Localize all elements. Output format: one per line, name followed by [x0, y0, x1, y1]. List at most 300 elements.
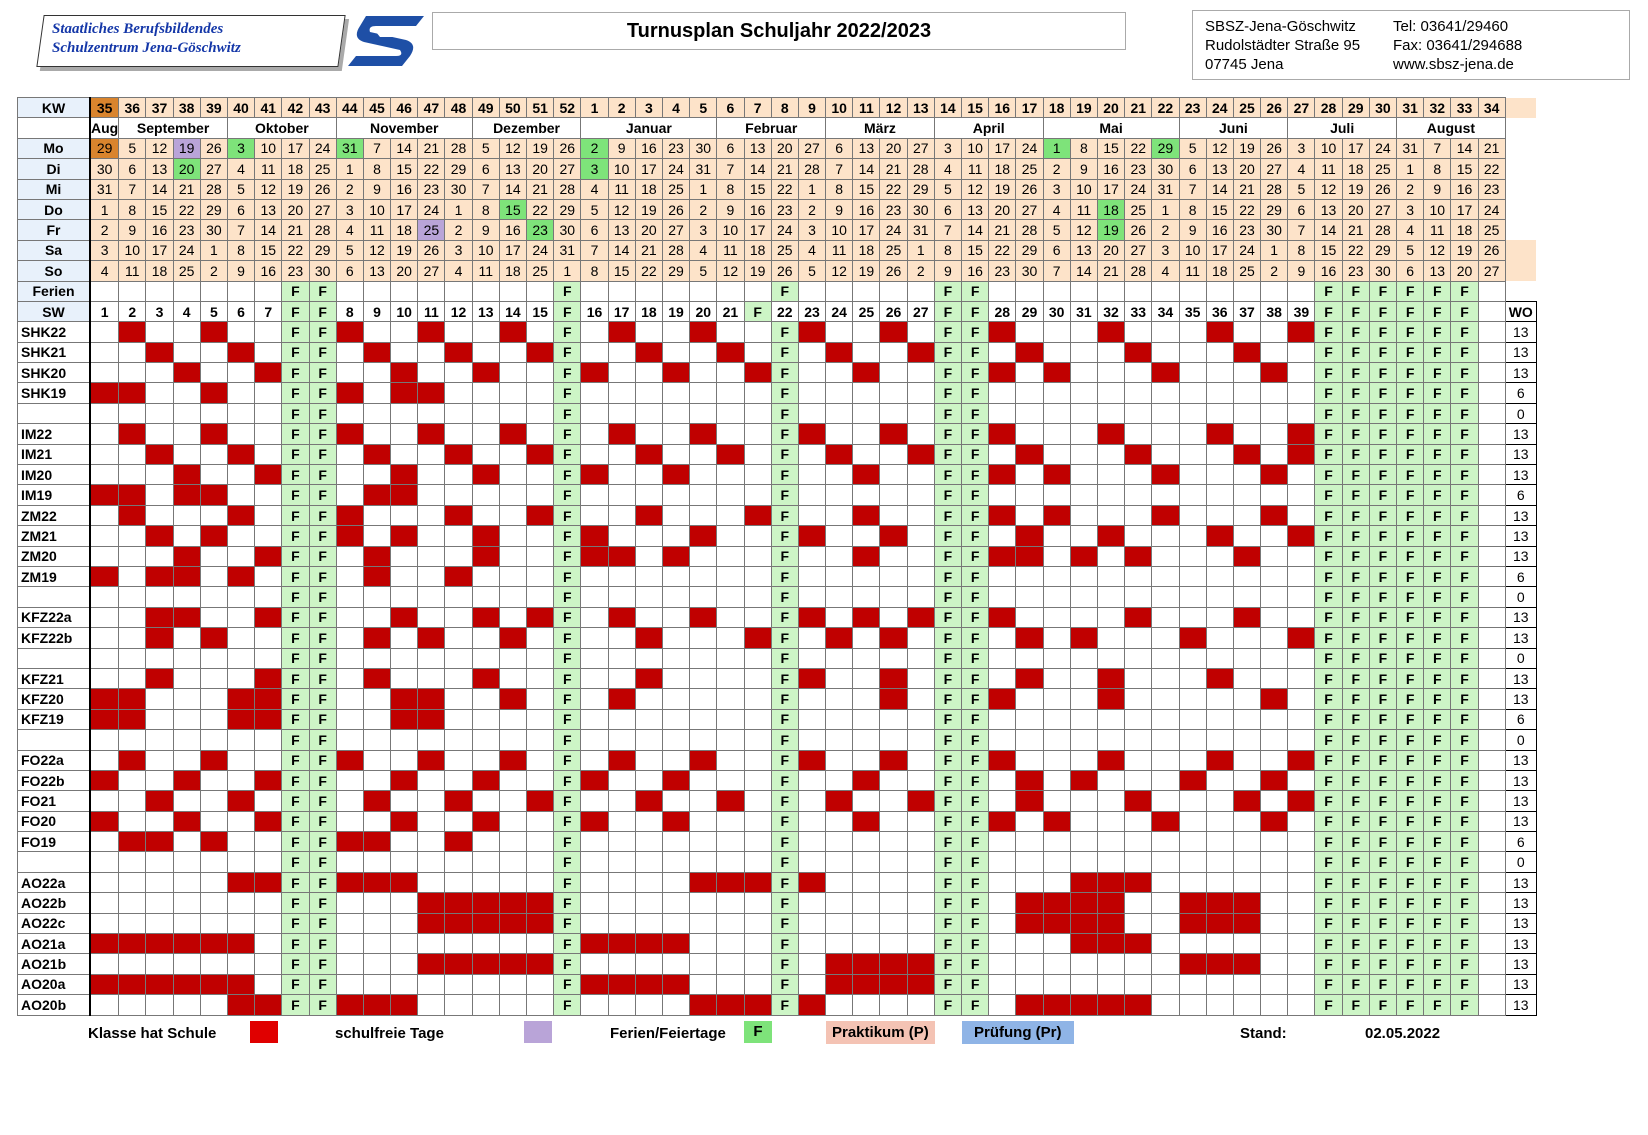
holiday-cell: F: [1315, 342, 1342, 362]
empty-cell: [798, 709, 825, 729]
day-cell: 1: [90, 199, 119, 219]
day-cell: 8: [1424, 159, 1451, 179]
school-day-cell: [853, 505, 880, 525]
empty-cell: [1125, 628, 1152, 648]
kw-cell: 45: [363, 98, 390, 118]
day-cell: 2: [798, 199, 825, 219]
empty-cell: [1070, 342, 1097, 362]
school-day-cell: [1016, 770, 1043, 790]
empty-cell: [635, 709, 662, 729]
empty-cell: [1206, 505, 1233, 525]
day-spacer: [1505, 179, 1536, 199]
school-day-cell: [1206, 893, 1233, 913]
empty-cell: [363, 383, 390, 403]
day-cell: 20: [1342, 199, 1369, 219]
empty-cell: [798, 893, 825, 913]
school-day-cell: [227, 709, 254, 729]
empty-cell: [1478, 546, 1505, 566]
wo-count: 13: [1505, 689, 1536, 709]
school-day-cell: [1097, 322, 1124, 342]
holiday-cell: F: [934, 444, 961, 464]
day-cell: 14: [608, 240, 635, 260]
empty-cell: [1233, 403, 1260, 423]
day-cell: 4: [90, 261, 119, 281]
holiday-cell: F: [1369, 342, 1396, 362]
holiday-cell: F: [282, 852, 309, 872]
empty-cell: [391, 648, 418, 668]
school-day-cell: [581, 974, 608, 994]
kw-cell: 15: [962, 98, 989, 118]
school-day-cell: [1070, 995, 1097, 1015]
empty-cell: [1261, 668, 1288, 688]
empty-cell: [662, 913, 689, 933]
empty-cell: [1288, 934, 1315, 954]
empty-cell: [1478, 913, 1505, 933]
empty-cell: [1097, 587, 1124, 607]
empty-cell: [200, 465, 227, 485]
holiday-cell: F: [1397, 383, 1424, 403]
empty-cell: [581, 403, 608, 423]
day-cell: 22: [880, 179, 907, 199]
holiday-cell: F: [282, 648, 309, 668]
empty-cell: [662, 832, 689, 852]
empty-cell: [798, 383, 825, 403]
empty-cell: [146, 709, 173, 729]
ferien-cell: [1206, 281, 1233, 301]
school-day-cell: [499, 424, 526, 444]
school-day-cell: [717, 872, 744, 892]
empty-cell: [1016, 322, 1043, 342]
holiday-cell: F: [1424, 444, 1451, 464]
empty-cell: [608, 526, 635, 546]
day-cell: 2: [1397, 179, 1424, 199]
holiday-cell: F: [309, 954, 336, 974]
day-cell: 25: [418, 220, 445, 240]
holiday-cell: F: [934, 566, 961, 586]
school-day-cell: [200, 934, 227, 954]
class-label: [18, 730, 91, 750]
holiday-cell: F: [934, 750, 961, 770]
empty-cell: [119, 587, 146, 607]
school-day-cell: [391, 465, 418, 485]
holiday-cell: F: [1424, 383, 1451, 403]
holiday-cell: F: [934, 872, 961, 892]
school-day-cell: [472, 893, 499, 913]
empty-cell: [472, 689, 499, 709]
school-day-cell: [880, 974, 907, 994]
empty-cell: [472, 485, 499, 505]
empty-cell: [880, 832, 907, 852]
holiday-cell: F: [1397, 587, 1424, 607]
kw-cell: 47: [418, 98, 445, 118]
empty-cell: [1125, 668, 1152, 688]
empty-cell: [1070, 730, 1097, 750]
empty-cell: [989, 403, 1016, 423]
school-day-cell: [472, 954, 499, 974]
empty-cell: [119, 791, 146, 811]
holiday-cell: F: [1315, 424, 1342, 444]
empty-cell: [798, 403, 825, 423]
school-day-cell: [173, 607, 200, 627]
day-cell: 8: [826, 179, 853, 199]
class-row: [18, 526, 1537, 546]
empty-cell: [336, 444, 363, 464]
empty-cell: [581, 832, 608, 852]
empty-cell: [880, 342, 907, 362]
empty-cell: [717, 730, 744, 750]
wo-count: 0: [1505, 587, 1536, 607]
school-day-cell: [635, 444, 662, 464]
holiday-cell: F: [1424, 505, 1451, 525]
holiday-cell: F: [1342, 403, 1369, 423]
empty-cell: [1125, 954, 1152, 974]
empty-cell: [1179, 424, 1206, 444]
empty-cell: [1478, 587, 1505, 607]
holiday-cell: F: [934, 730, 961, 750]
empty-cell: [1070, 689, 1097, 709]
holiday-cell: F: [1424, 403, 1451, 423]
holiday-cell: F: [1397, 689, 1424, 709]
day-cell: 20: [1451, 261, 1478, 281]
empty-cell: [907, 383, 934, 403]
sw-cell: 38: [1261, 301, 1288, 321]
school-day-cell: [1043, 995, 1070, 1015]
school-day-cell: [1261, 465, 1288, 485]
sw-cell: F: [744, 301, 771, 321]
empty-cell: [744, 893, 771, 913]
month-cell: März: [826, 118, 935, 138]
holiday-cell: F: [1342, 587, 1369, 607]
empty-cell: [717, 505, 744, 525]
month-cell: Dezember: [472, 118, 581, 138]
holiday-cell: F: [309, 485, 336, 505]
school-day-cell: [1016, 526, 1043, 546]
empty-cell: [907, 811, 934, 831]
day-cell: 20: [771, 138, 798, 158]
school-day-cell: [880, 750, 907, 770]
day-cell: 2: [200, 261, 227, 281]
school-day-cell: [1043, 465, 1070, 485]
empty-cell: [608, 383, 635, 403]
empty-cell: [1478, 485, 1505, 505]
empty-cell: [499, 505, 526, 525]
empty-cell: [1179, 668, 1206, 688]
class-label: [18, 648, 91, 668]
empty-cell: [798, 485, 825, 505]
day-cell: 24: [1125, 179, 1152, 199]
school-day-cell: [227, 505, 254, 525]
school-day-cell: [227, 934, 254, 954]
kw-cell: 43: [309, 98, 336, 118]
ferien-label: Ferien: [18, 281, 91, 301]
empty-cell: [635, 730, 662, 750]
empty-cell: [907, 913, 934, 933]
holiday-cell: F: [1397, 811, 1424, 831]
holiday-cell: F: [962, 342, 989, 362]
day-cell: 3: [1152, 240, 1179, 260]
empty-cell: [391, 954, 418, 974]
empty-cell: [880, 730, 907, 750]
ferien-cell: [690, 281, 717, 301]
empty-cell: [798, 505, 825, 525]
school-day-cell: [581, 465, 608, 485]
empty-cell: [717, 954, 744, 974]
school-day-cell: [989, 607, 1016, 627]
day-cell: 25: [1233, 261, 1260, 281]
sw-cell: 20: [690, 301, 717, 321]
holiday-cell: F: [1342, 791, 1369, 811]
empty-cell: [90, 730, 119, 750]
sw-cell: 24: [826, 301, 853, 321]
day-cell: 10: [1179, 240, 1206, 260]
school-day-cell: [391, 770, 418, 790]
holiday-cell: F: [1397, 995, 1424, 1015]
school-day-cell: [1206, 668, 1233, 688]
holiday-cell: F: [309, 403, 336, 423]
class-row: [18, 852, 1537, 872]
holiday-cell: F: [1342, 668, 1369, 688]
holiday-cell: F: [309, 913, 336, 933]
sw-cell: 11: [418, 301, 445, 321]
empty-cell: [1288, 648, 1315, 668]
empty-cell: [1179, 648, 1206, 668]
contact-info: [1192, 10, 1630, 80]
empty-cell: [90, 791, 119, 811]
contact-street: Rudolstädter Straße 95: [1205, 37, 1361, 54]
day-cell: 12: [826, 261, 853, 281]
day-cell: 29: [1261, 199, 1288, 219]
school-day-cell: [853, 363, 880, 383]
empty-cell: [391, 852, 418, 872]
month-cell: Juli: [1288, 118, 1397, 138]
class-row: [18, 689, 1537, 709]
legend-holiday-swatch: F: [744, 1021, 772, 1043]
day-cell: 7: [119, 179, 146, 199]
empty-cell: [662, 791, 689, 811]
school-day-cell: [717, 995, 744, 1015]
empty-cell: [907, 750, 934, 770]
day-cell: 25: [1369, 159, 1396, 179]
empty-cell: [826, 872, 853, 892]
empty-cell: [1478, 424, 1505, 444]
empty-cell: [1152, 668, 1179, 688]
empty-cell: [527, 628, 554, 648]
empty-cell: [119, 566, 146, 586]
kw-cell: 10: [826, 98, 853, 118]
school-day-cell: [472, 811, 499, 831]
empty-cell: [363, 709, 390, 729]
holiday-cell: F: [1315, 954, 1342, 974]
legend-school-label: Klasse hat Schule: [88, 1025, 217, 1042]
empty-cell: [1043, 689, 1070, 709]
empty-cell: [1233, 852, 1260, 872]
holiday-cell: F: [1369, 607, 1396, 627]
school-day-cell: [200, 526, 227, 546]
contact-web[interactable]: www.sbsz-jena.de: [1393, 56, 1514, 73]
school-day-cell: [445, 505, 472, 525]
kw-cell: 17: [1016, 98, 1043, 118]
holiday-cell: F: [1451, 893, 1478, 913]
holiday-cell: F: [282, 485, 309, 505]
holiday-cell: F: [771, 505, 798, 525]
empty-cell: [907, 730, 934, 750]
empty-cell: [989, 383, 1016, 403]
empty-cell: [1261, 444, 1288, 464]
empty-cell: [608, 832, 635, 852]
wo-label: WO: [1505, 301, 1536, 321]
holiday-cell: F: [554, 668, 581, 688]
empty-cell: [744, 709, 771, 729]
class-row: [18, 444, 1537, 464]
empty-cell: [608, 444, 635, 464]
holiday-cell: F: [1342, 424, 1369, 444]
empty-cell: [690, 832, 717, 852]
day-cell: 31: [1152, 179, 1179, 199]
ferien-cell: [418, 281, 445, 301]
holiday-cell: F: [554, 893, 581, 913]
day-cell: 23: [282, 261, 309, 281]
empty-cell: [635, 811, 662, 831]
empty-cell: [1097, 546, 1124, 566]
school-day-cell: [1016, 995, 1043, 1015]
holiday-cell: F: [1342, 546, 1369, 566]
holiday-cell: F: [1397, 465, 1424, 485]
school-day-cell: [336, 526, 363, 546]
holiday-cell: F: [771, 648, 798, 668]
empty-cell: [989, 995, 1016, 1015]
empty-cell: [1097, 974, 1124, 994]
day-cell: 23: [527, 220, 554, 240]
school-day-cell: [662, 770, 689, 790]
sw-cell: 1: [90, 301, 119, 321]
holiday-cell: F: [1315, 913, 1342, 933]
empty-cell: [1152, 424, 1179, 444]
kw-cell: 13: [907, 98, 934, 118]
holiday-cell: F: [1315, 668, 1342, 688]
ferien-cell: [227, 281, 254, 301]
empty-cell: [880, 934, 907, 954]
school-day-cell: [1206, 322, 1233, 342]
school-day-cell: [635, 342, 662, 362]
holiday-cell: F: [1369, 566, 1396, 586]
empty-cell: [472, 934, 499, 954]
empty-cell: [662, 648, 689, 668]
ferien-cell: [527, 281, 554, 301]
empty-cell: [907, 668, 934, 688]
school-day-cell: [391, 811, 418, 831]
empty-cell: [744, 526, 771, 546]
empty-cell: [472, 566, 499, 586]
empty-cell: [1261, 832, 1288, 852]
empty-cell: [119, 811, 146, 831]
empty-cell: [146, 546, 173, 566]
legend-free-label: schulfreie Tage: [335, 1025, 444, 1042]
school-day-cell: [363, 342, 390, 362]
school-day-cell: [907, 444, 934, 464]
holiday-cell: F: [1315, 811, 1342, 831]
school-day-cell: [499, 322, 526, 342]
school-day-cell: [445, 913, 472, 933]
empty-cell: [717, 363, 744, 383]
empty-cell: [1179, 566, 1206, 586]
school-day-cell: [336, 322, 363, 342]
empty-cell: [1097, 363, 1124, 383]
holiday-cell: F: [1315, 383, 1342, 403]
sw-cell: F: [1315, 301, 1342, 321]
holiday-cell: F: [309, 811, 336, 831]
empty-cell: [418, 444, 445, 464]
ferien-cell: [146, 281, 173, 301]
ferien-cell: [853, 281, 880, 301]
empty-cell: [527, 485, 554, 505]
empty-cell: [336, 607, 363, 627]
empty-cell: [690, 628, 717, 648]
empty-cell: [200, 566, 227, 586]
school-day-cell: [173, 770, 200, 790]
empty-cell: [391, 974, 418, 994]
holiday-cell: F: [1342, 954, 1369, 974]
empty-cell: [1097, 342, 1124, 362]
empty-cell: [146, 587, 173, 607]
school-day-cell: [1233, 342, 1260, 362]
empty-cell: [173, 628, 200, 648]
class-row: [18, 566, 1537, 586]
holiday-cell: F: [962, 668, 989, 688]
empty-cell: [1206, 730, 1233, 750]
school-day-cell: [146, 668, 173, 688]
day-cell: 6: [1179, 159, 1206, 179]
empty-cell: [119, 465, 146, 485]
empty-cell: [1261, 648, 1288, 668]
empty-cell: [1125, 526, 1152, 546]
empty-cell: [853, 587, 880, 607]
kw-cell: 40: [227, 98, 254, 118]
empty-cell: [744, 974, 771, 994]
empty-cell: [499, 526, 526, 546]
day-cell: 14: [1070, 261, 1097, 281]
empty-cell: [418, 505, 445, 525]
empty-cell: [1125, 363, 1152, 383]
empty-cell: [608, 628, 635, 648]
holiday-cell: F: [1315, 791, 1342, 811]
empty-cell: [418, 770, 445, 790]
wo-count: 13: [1505, 465, 1536, 485]
holiday-cell: F: [771, 526, 798, 546]
empty-cell: [472, 872, 499, 892]
school-day-cell: [1070, 770, 1097, 790]
empty-cell: [853, 628, 880, 648]
empty-cell: [826, 852, 853, 872]
empty-cell: [989, 832, 1016, 852]
empty-cell: [499, 730, 526, 750]
empty-cell: [527, 974, 554, 994]
holiday-cell: F: [309, 505, 336, 525]
holiday-cell: F: [309, 893, 336, 913]
kw-cell: 20: [1097, 98, 1124, 118]
wo-count: 13: [1505, 342, 1536, 362]
day-cell: 16: [499, 220, 526, 240]
school-day-cell: [1206, 750, 1233, 770]
holiday-cell: F: [1342, 526, 1369, 546]
empty-cell: [907, 893, 934, 913]
school-day-cell: [391, 689, 418, 709]
empty-cell: [336, 566, 363, 586]
empty-cell: [1125, 811, 1152, 831]
empty-cell: [1043, 526, 1070, 546]
ferien-cell: [880, 281, 907, 301]
kw-cell: 52: [554, 98, 581, 118]
class-label: SHK20: [18, 363, 91, 383]
